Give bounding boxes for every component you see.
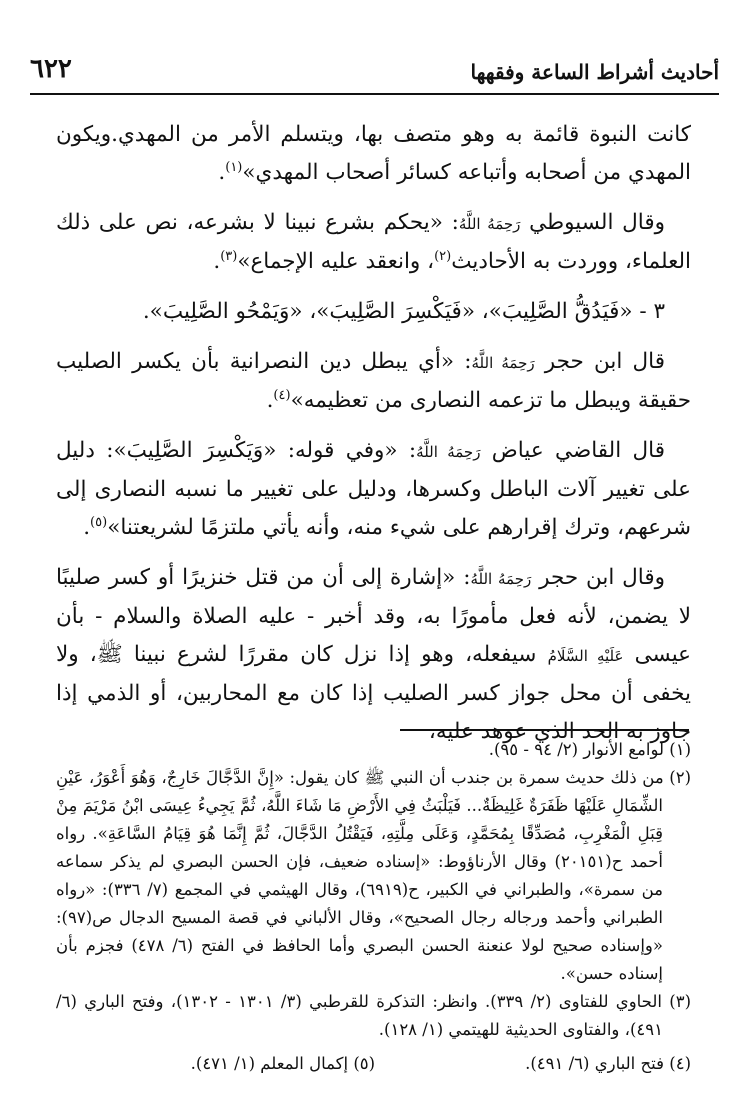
running-header	[30, 52, 719, 92]
footnote-1: (١) لوامع الأنوار (٢/ ٩٤ - ٩٥).	[488, 740, 691, 759]
footnote-ref-5[interactable]: (٥)	[90, 514, 108, 530]
footnote-2: (٢) من ذلك حديث سمرة بن جندب أن النبي ﷺ كان يقول: «إِنَّ الدَّجَّالَ خَارِجٌ، وَهُوَ أَعْوَرُ، عَيْنِ الشِّمَالِ عَلَيْهَا ظَفَرَةٌ غَلِيظَةٌ... فَيَلْبَثُ فِي الأَرْضِ مَا شَاءَ اللَّهُ، ثُمَّ يَجِيءُ عِيسَى ابْنُ مَرْيَمَ مِنْ قِبَلِ الْمَغْرِبِ، مُصَدِّقًا بِمُحَمَّدٍ، وَعَلَى مِلَّتِهِ، فَيَقْتُلُ الدَّجَّالَ، ثُمَّ إِنَّمَا هُوَ قِيَامُ السَّاعَةِ». رواه أحمد ح(٢٠١٥١) وقال الأرناؤوط: «إسناده ضعيف، فإن الحسن البصري لم يذكر سماعه من سمرة»، والطبراني في الكبير، ح(٦٩١٩)، وقال الهيثمي في المجمع (٧/ ٣٣٦): «رواه الطبراني وأحمد ورجاله رجال الصحيح»، وقال الألباني في قصة المسيح الدجال ص(٩٧): «وإسناده صحيح لولا عنعنة الحسن البصري وأما الحافظ في الفتح (٦/ ٤٧٨) فجزم بأن إسناده حسن».	[56, 768, 691, 983]
honorific-salla-allahu: ﷺ	[96, 642, 123, 667]
honorific-alayhissalam: عَلَيْهِ السَّلَامُ	[547, 647, 624, 665]
main-text	[56, 116, 691, 763]
footnote-4: (٤) فتح الباري (٦/ ٤٩١).	[525, 1054, 691, 1073]
honorific-rahimahullah: رَحِمَهُ اللَّهُ	[470, 570, 532, 588]
paragraph-4: قال ابن حجر رَحِمَهُ اللَّهُ: «أي يبطل دين النصرانية بأن يكسر الصليب حقيقة ويبطل ما تزعمه النصارى من تعظيمه»$^{(٤)}$.	[56, 349, 691, 413]
paragraph-3-heading: ٣ - «فَيَدُقُّ الصَّلِيبَ»، «فَيَكْسِرَ الصَّلِيبَ»، «وَيَمْحُو الصَّلِيبَ».	[142, 299, 665, 324]
footnotes	[56, 736, 691, 1078]
honorific-rahimahullah: رَحِمَهُ اللَّهُ	[416, 443, 481, 461]
honorific-rahimahullah: رَحِمَهُ اللَّهُ	[458, 215, 521, 233]
header-divider	[30, 93, 719, 95]
paragraph-1: كانت النبوة قائمة به وهو متصف بها، ويتسلم الأمر من المهدي.ويكون المهدي من أصحابه وأتباعه كسائر أصحاب المهدي»$^{(١)}$.	[56, 122, 691, 185]
footnote-ref-2[interactable]: (٢)	[434, 248, 452, 264]
footnote-5: (٥) إكمال المعلم (١/ ٤٧١).	[190, 1054, 376, 1073]
paragraph-2: وقال السيوطي رَحِمَهُ اللَّهُ: «يحكم بشرع نبينا لا بشرعه، نص على ذلك العلماء، ووردت به الأحاديث$^{(٢)}$، وانعقد عليه الإجماع»$^{(٣)}$.	[56, 210, 691, 274]
footnote-row	[56, 1050, 691, 1078]
footnote-ref-4[interactable]: (٤)	[273, 387, 291, 403]
honorific-rahimahullah: رَحِمَهُ اللَّهُ	[471, 354, 535, 372]
footnote-3: (٣) الحاوي للفتاوى (٢/ ٣٣٩). وانظر: التذكرة للقرطبي (٣/ ١٣٠١ - ١٣٠٢)، وفتح الباري (٦/ ٤٩١)، والفتاوى الحديثية للهيتمي (١/ ١٢٨).	[56, 992, 691, 1039]
page-number: ٦٢٢	[30, 54, 72, 84]
paragraph-6: وقال ابن حجر رَحِمَهُ اللَّهُ: «إشارة إلى أن من قتل خنزيرًا أو كسر صليبًا لا يضمن، لأنه فعل مأمورًا به، وقد أخبر - عليه الصلاة والسلام - بأن عيسى عَلَيْهِ السَّلَامُ سيفعله، وهو إذا نزل كان مقررًا لشرع نبينا ﷺ، ولا يخفى أن محل جواز كسر الصليب إذا كان مع المحاربين، أو الذمي إذا جاوز به الحد الذي عوهد عليه،	[56, 565, 692, 744]
paragraph-5: قال القاضي عياض رَحِمَهُ اللَّهُ: «وفي قوله: «وَيَكْسِرَ الصَّلِيبَ»: دليل على تغيير آلات الباطل وكسرها، ودليل على تغيير ما نسبه النصارى إلى شرعهم، وترك إقرارهم على شيء منه، وأنه يأتي ملتزمًا لشريعتنا»$^{(٥)}$.	[56, 438, 691, 540]
footnote-ref-1[interactable]: (١)	[225, 159, 243, 175]
footnote-divider	[400, 729, 689, 731]
running-title: أحاديث أشراط الساعة وفقهها	[470, 60, 719, 84]
footnote-ref-3[interactable]: (٣)	[220, 248, 238, 264]
